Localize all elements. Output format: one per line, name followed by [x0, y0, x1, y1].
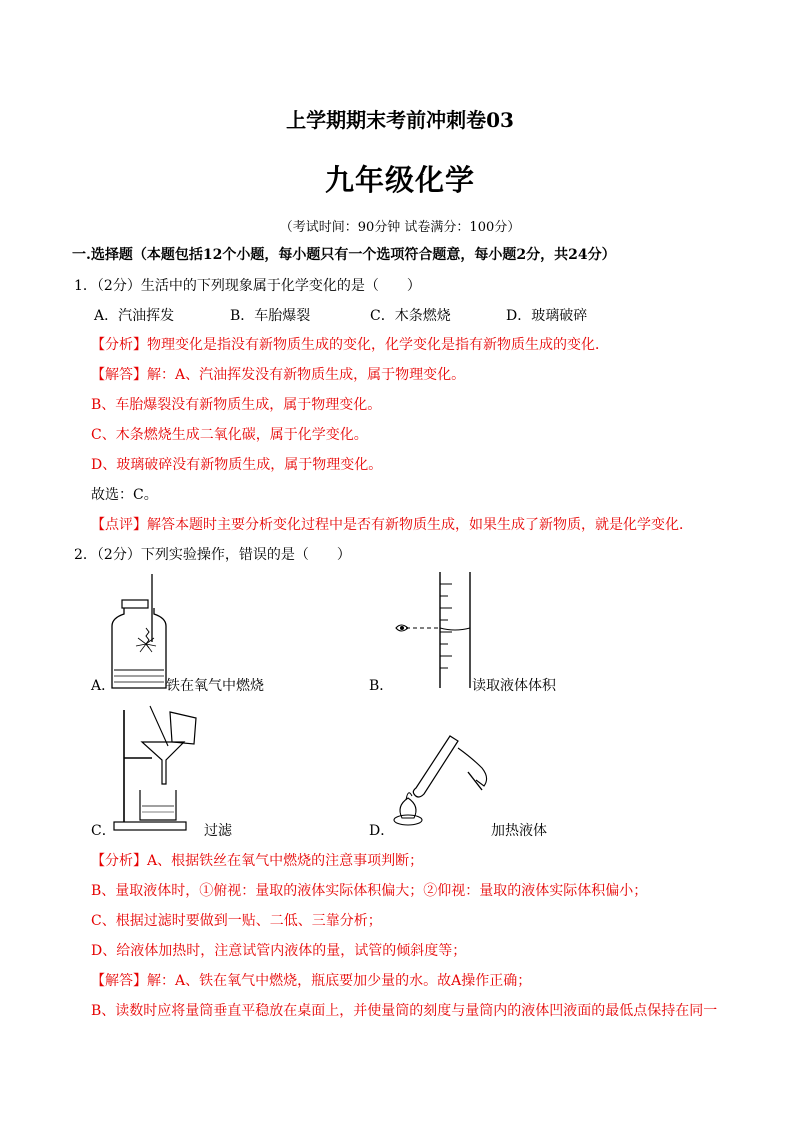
reading-cylinder-volume-icon — [394, 570, 476, 690]
q1-comment: 【点评】解答本题时主要分析变化过程中是否有新物质生成，如果生成了新物质，就是化学变化． — [91, 517, 693, 533]
q1-option-b: B．车胎爆裂 — [230, 308, 311, 324]
q1-option-a: A．汽油挥发 — [94, 308, 175, 324]
q1-option-c: C．木条燃烧 — [370, 308, 451, 324]
q2-analysis-line: D、给液体加热时，注意试管内液体的量，试管的倾斜度等； — [91, 943, 467, 959]
q1-answer-line: B、车胎爆裂没有新物质生成，属于物理变化。 — [91, 397, 382, 413]
section-heading: 一.选择题（本题包括12个小题，每小题只有一个选项符合题意，每小题2分，共24分） — [72, 247, 616, 263]
q2-option-b-letter: B． — [369, 678, 394, 694]
q2-option-c-letter: C． — [91, 823, 116, 839]
q1-analysis: 【分析】物理变化是指没有新物质生成的变化，化学变化是指有新物质生成的变化． — [91, 337, 609, 353]
q2-option-b-caption: 读取液体体积 — [472, 678, 556, 694]
q2-option-a-letter: A． — [91, 678, 116, 694]
q2-analysis-line: B、量取液体时，①俯视：量取的液体实际体积偏大；②仰视：量取的液体实际体积偏小； — [91, 883, 648, 899]
q2-answer-line: 【解答】解：A、铁在氧气中燃烧，瓶底要加少量的水。故A操作正确； — [91, 973, 532, 989]
q2-option-c-caption: 过滤 — [204, 823, 232, 839]
q2-analysis-line: C、根据过滤时要做到一贴、二低、三靠分析； — [91, 913, 382, 929]
exam-info: （考试时间：90分钟 试卷满分：100分） — [279, 220, 521, 235]
q1-choice: 故选：C。 — [91, 487, 158, 503]
q2-option-d-caption: 加热液体 — [491, 823, 547, 839]
q2-analysis-line: 【分析】A、根据铁丝在氧气中燃烧的注意事项判断； — [91, 853, 424, 869]
q1-answer-line: 【解答】解：A、汽油挥发没有新物质生成，属于物理变化。 — [91, 367, 466, 383]
heating-test-tube-icon — [388, 728, 496, 828]
q1-stem: 1．（2分）生活中的下列现象属于化学变化的是（ ） — [74, 278, 421, 294]
subject-title: 九年级化学 — [324, 163, 475, 197]
q1-answer-line: C、木条燃烧生成二氧化碳，属于化学变化。 — [91, 427, 368, 443]
q2-option-a-caption: 铁在氧气中燃烧 — [166, 678, 264, 694]
exam-title: 上学期期末考前冲刺卷03 — [286, 108, 514, 132]
q2-stem: 2．（2分）下列实验操作，错误的是（ ） — [74, 547, 351, 563]
q2-option-d-letter: D． — [369, 823, 395, 839]
iron-burning-in-oxygen-icon — [108, 572, 170, 690]
q1-answer-line: D、玻璃破碎没有新物质生成，属于物理变化。 — [91, 457, 383, 473]
q2-answer-line: B、读数时应将量筒垂直平稳放在桌面上，并使量筒的刻度与量筒内的液体凹液面的最低点保持在同一 — [91, 1003, 718, 1019]
filtration-setup-icon — [112, 704, 204, 832]
q1-option-d: D．玻璃破碎 — [506, 308, 588, 324]
